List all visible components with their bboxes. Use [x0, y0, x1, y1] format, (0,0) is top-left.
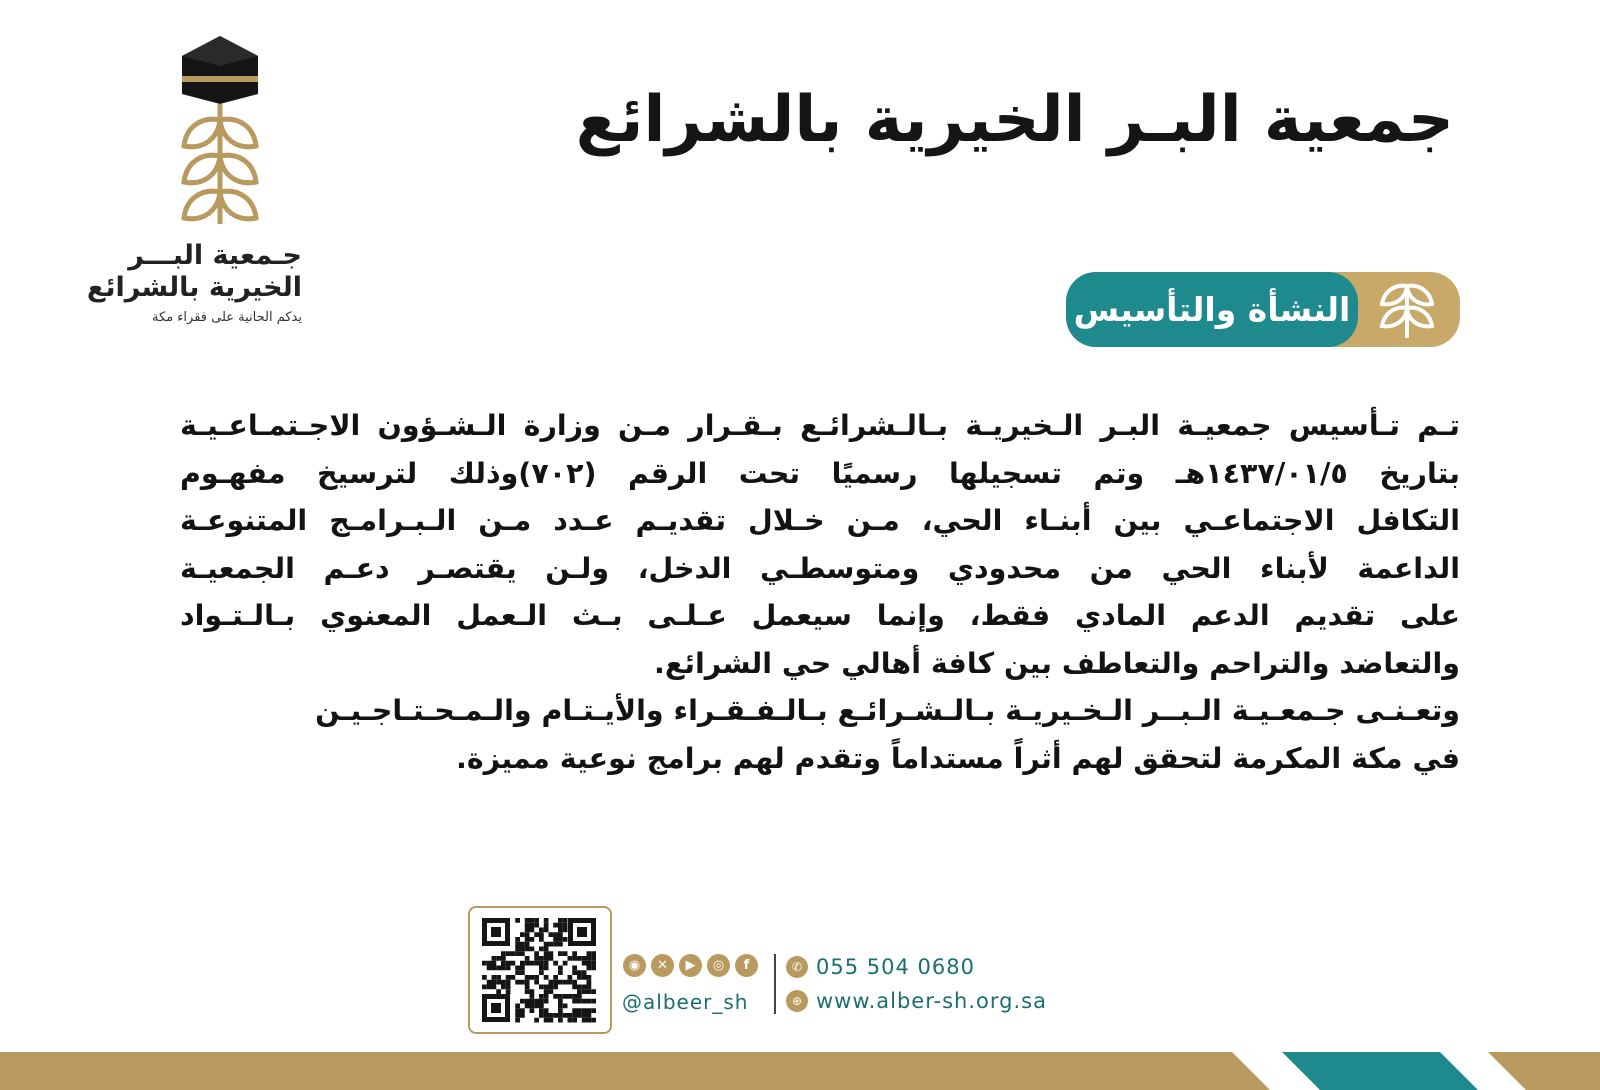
qr-code[interactable] [468, 906, 612, 1034]
section-title: النشأة والتأسيس [1073, 290, 1351, 329]
website-row [786, 988, 1047, 1014]
body-line: بتاريخ ١٤٣٧/٠١/٥هـ وتم تسجيلها رسميًا تحت الرقم (٧٠٢)وذلك لترسيخ مفهـوم [180, 456, 1460, 490]
logo [86, 32, 320, 332]
youtube-icon[interactable]: ▶ [679, 954, 702, 977]
globe-icon: ⊕ [786, 990, 808, 1012]
qr-code-icon [478, 914, 600, 1026]
wheat-icon [1374, 278, 1440, 342]
body-line: التكافل الاجتماعـي بين أبنـاء الحي، مـن خـلال تقديـم عـدد مـن الـبـرامـج المتنوعـة [180, 504, 1460, 537]
logo-name-line1: جـمعية البـــر [128, 240, 302, 271]
bottom-decorative-bar [0, 1052, 1600, 1090]
page-title: جمعية البـر الخيرية بالشرائع [575, 83, 1454, 157]
website-link[interactable]: www.alber-sh.org.sa [816, 989, 1047, 1013]
section-banner [1066, 272, 1460, 347]
snapchat-icon[interactable]: ◉ [623, 954, 646, 977]
body-line: تـم تـأسيس جمعيـة البـر الـخيريـة بـالـشرائـع بـقـرار مـن وزارة الـشـؤون الاجـتمـاعـيـة [180, 409, 1460, 442]
body-line: وتعـنـى جـمعـيـة الـبــر الـخـيريـة بـالـشـرائـع بـالـفـقـراء والأيـتـام والـمـحـتـاجـيـن [315, 694, 1460, 727]
footer-divider [774, 954, 776, 1014]
body-line: والتعاضد والتراحم والتعاطف بين كافة أهالي حي الشرائع. [654, 646, 1460, 680]
logo-tagline: يدكم الحانية على فقراء مكة [152, 310, 302, 325]
body-line: على تقديم الدعم المادي فقط، وإنما سيعمل عـلـى بـث الـعمل المعنوي بـالـتـواد [180, 599, 1460, 632]
footer [0, 900, 1600, 1050]
instagram-icon[interactable]: ◎ [707, 954, 730, 977]
logo-emblem-icon [170, 32, 270, 232]
phone-row [786, 954, 975, 980]
x-icon[interactable]: ✕ [651, 954, 674, 977]
whatsapp-icon: ✆ [786, 956, 808, 978]
social-handle[interactable]: @albeer_sh [622, 990, 749, 1014]
logo-name-line2: الخيرية بالشرائع [86, 272, 302, 303]
body-text [180, 402, 1460, 782]
facebook-icon[interactable]: f [735, 954, 758, 977]
body-line: الداعمة لأبناء الحي من محدودي ومتوسطـي الدخل، ولـن يقتصـر دعـم الجمعيـة [180, 551, 1460, 585]
body-line: في مكة المكرمة لتحقق لهم أثراً مستداماً وتقدم لهم برامج نوعية مميزة. [456, 741, 1460, 775]
social-icons [623, 954, 758, 977]
phone-number[interactable]: 055 504 0680 [816, 955, 975, 979]
